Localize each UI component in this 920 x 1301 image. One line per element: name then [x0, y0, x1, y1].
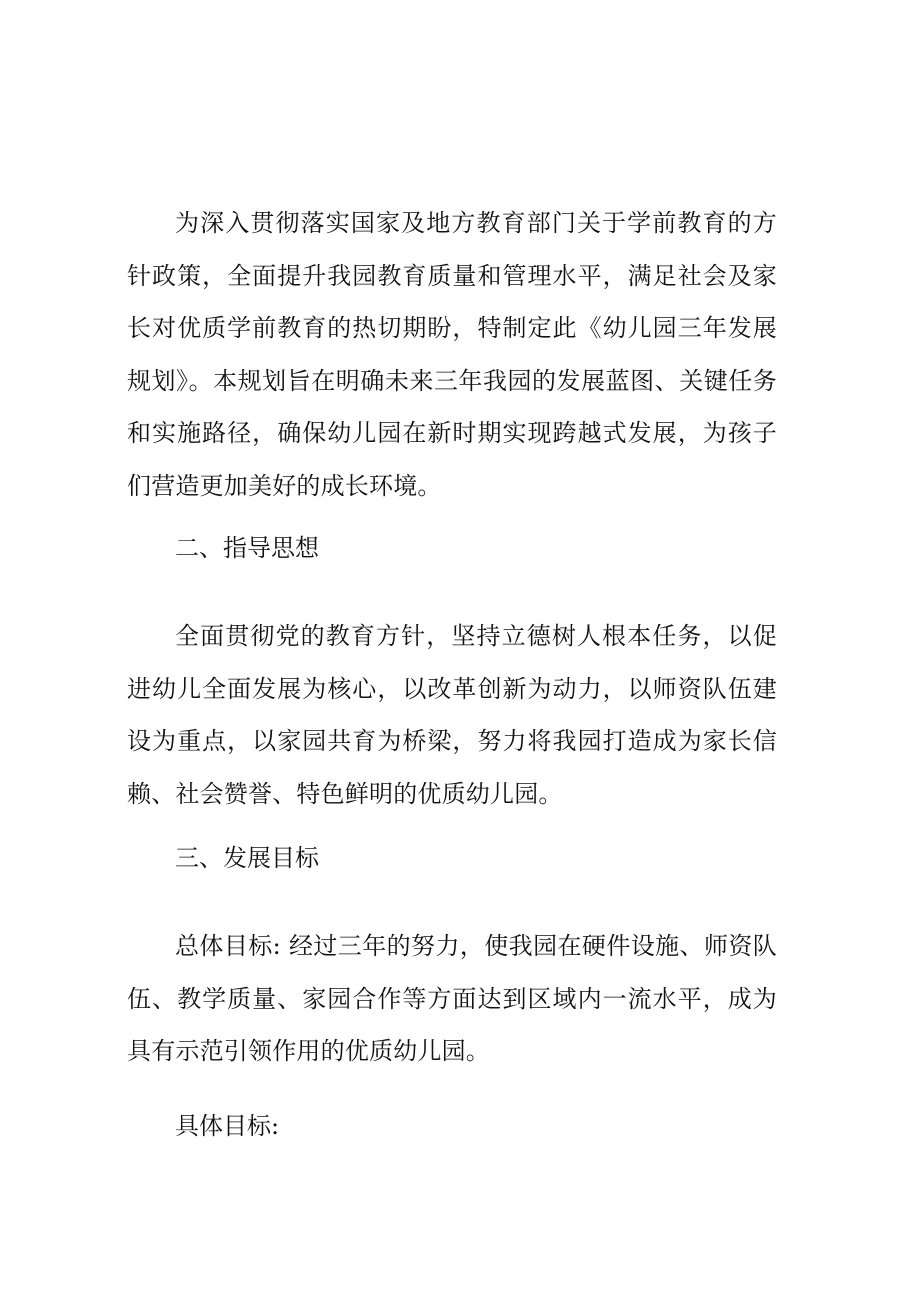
guiding-ideology-paragraph: 全面贯彻党的教育方针，坚持立德树人根本任务，以促进幼儿全面发展为核心，以改革创新为动力，以师资队伍建设为重点，以家园共育为桥梁，努力将我园打造成为家长信赖、社会赞誉、特色鲜明的优质幼儿园。 [127, 622, 777, 808]
section-heading-guiding-ideology: 二、指导思想 [175, 534, 319, 562]
section-heading-development-goals: 三、发展目标 [175, 844, 319, 872]
overall-goal-paragraph: 总体目标: 经过三年的努力，使我园在硬件设施、师资队伍、教学质量、家园合作等方面达到区域内一流水平，成为具有示范引领作用的优质幼儿园。 [127, 932, 777, 1065]
specific-goals-label: 具体目标: [175, 1112, 280, 1140]
intro-paragraph: 为深入贯彻落实国家及地方教育部门关于学前教育的方针政策，全面提升我园教育质量和管理水平，满足社会及家长对优质学前教育的热切期盼，特制定此《幼儿园三年发展规划》。本规划旨在明确未来三年我园的发展蓝图、关键任务和实施路径，确保幼儿园在新时期实现跨越式发展，为孩子们营造更加美好的成长环境。 [127, 209, 777, 500]
